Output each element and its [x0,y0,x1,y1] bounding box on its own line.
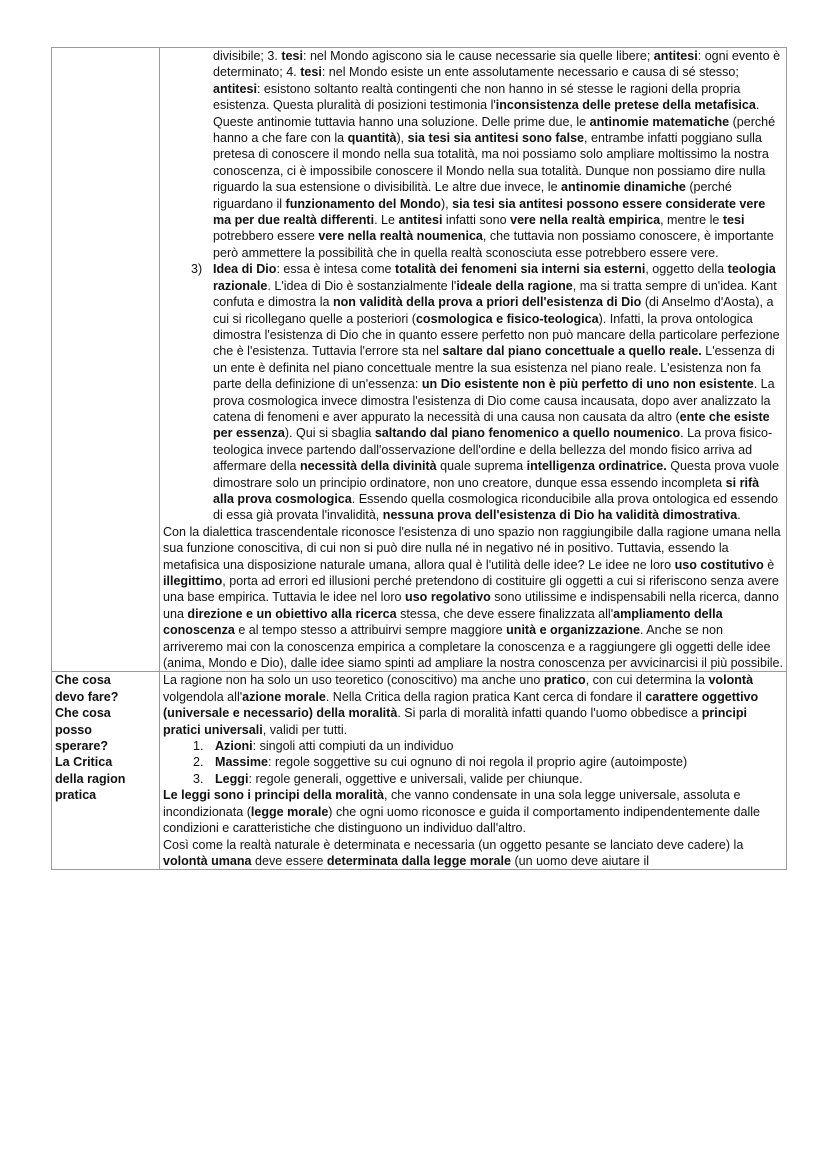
row-1-topic-cell [52,48,160,672]
list-item [163,738,783,754]
bold-text: antitesi [213,81,257,96]
list-item-text [215,755,687,769]
text-run: ), [440,196,453,211]
list-number: 1. [193,739,204,754]
bold-text: un Dio esistente non è più perfetto di uno non esistente [421,377,754,392]
text-run: . L'idea di Dio è sostanzialmente l' [267,278,457,293]
bold-text: legge morale [250,804,329,819]
bold-text: quantità [347,131,397,146]
text-run: , che tuttavia non possiamo conoscere, è importante però ammettere la possibilità che in quella realtà sconosciuta esse potrebbero essere vere. [213,229,774,260]
bold-text: illegittimo [163,574,223,588]
bold-text: principi pratici universali [163,706,748,737]
bold-text: determinata dalla legge morale [326,853,511,868]
bold-text: vere nella realtà noumenica [318,229,483,244]
topic-heading [55,672,156,803]
text-run: : singoli atti compiuti da un individuo [252,739,454,754]
row-2-topic-cell [52,672,160,870]
bold-text: nessuna prova dell'esistenza di Dio ha validità dimostrativa [382,508,738,523]
text-run: ) che ogni uomo riconosce e guida il comportamento indipendentemente dalle condizioni e caratteristiche che distinguono un individuo dall'altro. [163,804,761,836]
text-run: . La prova fisico-teologica invece partendo dall'osservazione dell'ordine e della bellezza del mondo fisico arriva ad affermare della [213,426,773,474]
bold-text: azione morale [242,689,326,704]
closing-paragraph [163,524,783,672]
text-run: e al tempo stesso a attribuirvi sempre maggiore [234,623,507,638]
topic-heading-line: La Critica [55,755,113,770]
list-item-text [215,772,583,786]
bold-text: Le leggi sono i principi della moralità [163,788,385,803]
bold-text: cosmologica e fisico-teologica [415,311,599,326]
topic-heading-line: della ragion [55,771,126,786]
text-run: , oggetto della [645,262,728,277]
text-run: deve essere [251,853,327,868]
table-row-dialettica [52,48,787,672]
text-run: ), [396,131,408,146]
bold-text: ente che esiste per essenza [213,409,770,441]
bold-text: tesi [722,213,745,228]
bold-text: vere nella realtà empirica [510,213,661,228]
bold-text: ampliamento della conoscenza [163,606,723,638]
bold-text: necessità della divinità [299,459,437,474]
text-run: , mentre le [660,213,723,228]
text-run: La ragione non ha solo un uso teoretico (conoscitivo) ma anche uno [163,673,544,688]
text-run: , validi per tutti. [262,722,348,737]
bold-text: antitesi [653,49,698,63]
bold-text: si rifà alla prova cosmologica [213,475,760,506]
text-run: ). Infatti, la prova ontologica dimostra l'esistenza di Dio che in quanto essere perfetto non può mancare della particolare perfezione che è l'esistenza. Tuttavia l'errore sta nel [213,311,780,359]
bold-text: Idea di Dio [213,262,277,277]
text-run: (di Anselmo d'Aosta), a cui si ricollegano quelle a posteriori ( [213,295,774,326]
list-item [163,771,783,787]
text-run: : nel Mondo agiscono sia le cause necessarie sia quelle libere; [302,49,654,63]
bold-text: totalità dei fenomeni sia interni sia esterni [395,262,646,277]
text-run: : regole soggettive su cui ognuno di noi regola il proprio agire (autoimposte) [268,755,688,770]
text-run: : ogni evento è determinato; 4. [213,49,781,80]
topic-heading-line: pratica [55,788,97,803]
notes-table [51,47,787,870]
text-run: . Si parla di moralità infatti quando l'uomo obbedisce a [397,706,702,721]
text-run: . La prova cosmologica invece dimostra l'esistenza di Dio come causa incausata, dopo aver analizzato la catena di fenomeni e aver appurato la necessità di una causa non causata da altro ( [213,377,775,424]
text-run: , ma si tratta sempre di un'idea. Kant confuta e dimostra la [213,278,777,310]
bold-text: unità e organizzazione [506,623,640,638]
text-run: infatti sono [442,213,511,228]
text-run: , porta ad errori ed illusioni perché pretendono di costituire gli oggetti a cui si riferiscono senza avere una base empirica. Tuttavia le idee nel loro [163,574,779,605]
bold-text: non validità della prova a priori dell'esistenza di Dio [332,295,642,310]
text-run: è [763,557,775,572]
text-run: . Queste antinomie tuttavia hanno una soluzione. Delle prime due, le [213,98,760,129]
text-run: ). Qui si sbaglia [284,426,375,441]
bold-text: intelligenza ordinatrice. [526,459,667,474]
text-run: . [737,508,741,523]
topic-heading-line: sperare? [55,739,109,754]
bold-text: uso costitutivo [674,557,764,572]
bold-text: antinomie dinamiche [561,180,686,195]
text-run: : essa è intesa come [276,262,396,277]
bold-text: Azioni [215,739,253,754]
text-run: , entrambe infatti poggiano sulla pretesa di conoscere il mondo nella sua totalità, ma noi possiamo solo ampliare moltissimo la nostra conoscenza, ci è impossibile conoscere il Mondo nella sua totalità. Dunque non possiamo dire nulla riguardo la sua estensione o divisibilità. Le altre due invece, le [213,131,769,195]
bold-text: teologia razionale [213,262,776,293]
list-item-text [215,739,454,753]
bold-text: direzione e un obiettivo alla ricerca [187,606,397,621]
text-run: . Anche se non arriveremo mai con la conoscenza empirica a completare la conoscenza e a raggiungere gli oggetti delle idee (anima, Mondo e Dio), dalle idee siamo spinti ad ampliare la nostra conoscenza per avvicinarcisi il più possibile. [163,623,783,671]
text-run: . Le [374,213,399,228]
bold-text: sia tesi sia antitesi sono false [407,131,585,146]
numbered-list [163,738,783,787]
bold-text: tesi [300,65,322,80]
bold-text: Leggi [215,771,249,786]
bold-text: carattere oggettivo (universale e necessario) della moralità [163,689,759,721]
bold-text: volontà [708,673,754,688]
table-row-ragion-pratica [52,672,787,870]
bold-text: volontà umana [163,853,252,868]
intro-paragraph [163,672,783,738]
bold-text: antitesi [398,213,443,228]
text-run: divisibile; 3. [213,49,282,63]
text-run: (perché riguardano il [213,180,732,211]
idea-di-dio-paragraph [213,262,780,522]
text-run: , con cui determina la [585,673,709,688]
list-item-idea-di-dio [163,261,783,524]
text-run: . Essendo quella cosmologica riconducibile alla prova ontologica ed essendo di essa già provata l'invalidità, [213,491,778,523]
bold-text: Massime [215,755,269,770]
text-run: Questa prova vuole dimostrare solo un principio ordinatore, non uno creatore, dunque essa essendo incompleta [213,459,780,490]
bold-text: pratico [543,673,586,688]
leggi-paragraph [163,787,783,836]
bold-text: inconsistenza delle pretese della metafisica [495,98,756,113]
bold-text: tesi [281,49,303,63]
topic-heading-line: Che cosa [55,673,111,688]
text-run: (un uomo deve aiutare il [510,853,650,868]
text-run: Così come la realtà naturale è determinata e necessaria (un oggetto pesante se lanciato deve cadere) la [163,837,744,852]
text-run: : esistono soltanto realtà contingenti che non hanno in sé stesse le ragioni della propria esistenza. Questa pluralità di posizioni testimonia l' [213,81,741,113]
document-page [51,47,784,870]
bold-text: antinomie matematiche [589,114,730,129]
text-run: : regole generali, oggettive e universali, valide per chiunque. [248,771,583,786]
bold-text: saltando dal piano fenomenico a quello noumenico [374,426,681,441]
topic-heading-line: devo fare? [55,689,119,704]
list-item [163,754,783,770]
antinomie-paragraph [163,48,783,261]
bold-text: saltare dal piano concettuale a quello reale. [442,344,702,359]
text-run: quale suprema [436,459,527,474]
bold-text: sia tesi sia antitesi possono essere considerate vere ma per due realtà differenti [213,196,766,228]
text-run: L'essenza di un ente è definita nel piano concettuale mentre la sua esistenza nel piano reale. L'esistenza non fa parte della definizione di un'essenza: [213,344,775,392]
text-run: potrebbero essere [213,229,319,244]
bold-text: uso regolativo [405,590,491,605]
volonta-paragraph [163,837,783,870]
topic-heading-line: posso [55,722,92,737]
row-2-content-cell [160,672,787,870]
text-run: volgendola all' [163,689,243,704]
text-run: : nel Mondo esiste un ente assolutamente necessario e causa di sé stesso; [321,65,739,80]
text-run: stessa, che deve essere finalizzata all' [396,606,614,621]
list-number: 3) [191,262,203,277]
bold-text: ideale della ragione [456,278,573,293]
bold-text: funzionamento del Mondo [285,196,441,211]
topic-heading-line: Che cosa [55,706,111,721]
text-run: . Nella Critica della ragion pratica Kant cerca di fondare il [325,689,646,704]
row-1-content-cell [160,48,787,672]
list-number: 3. [193,771,204,786]
text-run: , che vanno condensate in una sola legge universale, assoluta e incondizionata ( [163,788,741,819]
list-number: 2. [193,755,204,770]
text-run: sono utilissime e indispensabili nella ricerca, danno una [163,590,779,621]
text-run: (perché hanno a che fare con la [213,114,776,146]
text-run: Con la dialettica trascendentale riconosce l'esistenza di uno spazio non raggiungibile dalla ragione umana nella sua funzione conoscitiva, di cui non si può dire nulla né in negativo né in positivo. Tuttavia, essendo la metafisica una disposizione naturale umana, allora qual è l'utilità delle idee? Le idee ne loro [163,524,781,572]
